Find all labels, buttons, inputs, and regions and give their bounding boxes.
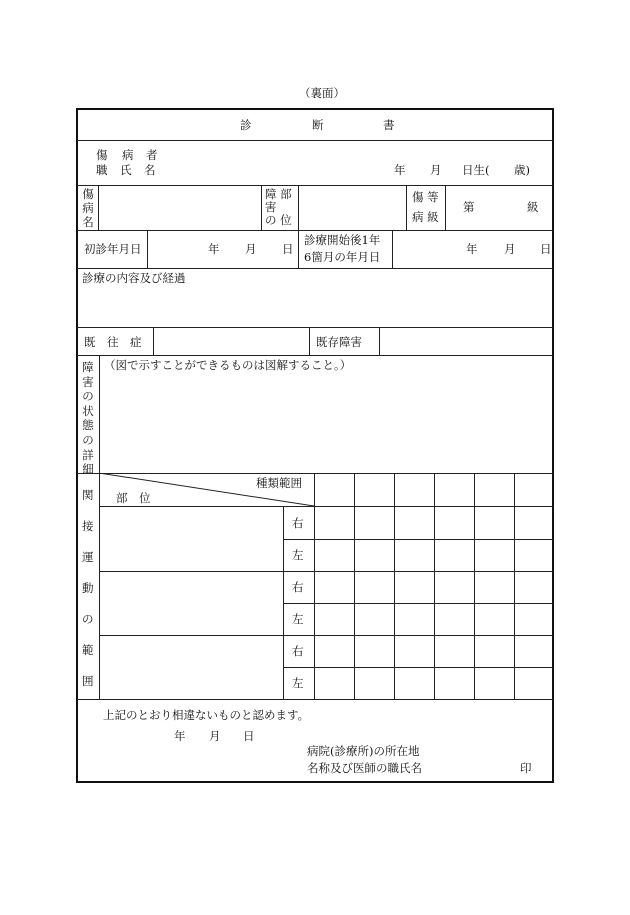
side-left: 左 bbox=[292, 676, 304, 690]
date-month: 月 bbox=[245, 242, 257, 256]
content-label: 診療の内容及び経過 bbox=[82, 271, 186, 285]
disorder-site-label: 害 bbox=[265, 200, 277, 214]
date-day: 日 bbox=[540, 242, 552, 256]
grade-label: 病 級 bbox=[412, 210, 439, 224]
patient-label: 者 bbox=[146, 148, 158, 162]
sign-year: 年 bbox=[174, 729, 186, 743]
title-char: 断 bbox=[312, 118, 324, 132]
rom-label: 関 bbox=[82, 488, 94, 502]
disorder-site-label: の 位 bbox=[265, 213, 292, 227]
divider bbox=[153, 327, 154, 355]
divider bbox=[406, 185, 407, 230]
disorder-site-label: 障 部 bbox=[265, 187, 292, 201]
divider bbox=[394, 473, 395, 699]
divider bbox=[77, 699, 553, 700]
title-char: 診 bbox=[240, 118, 252, 132]
existing-disorder-label: 既存障害 bbox=[316, 335, 362, 349]
divider bbox=[298, 230, 299, 268]
page-label: （裏面） bbox=[299, 86, 345, 100]
divider bbox=[379, 327, 380, 355]
grade-label: 傷 等 bbox=[412, 190, 439, 204]
header-part: 部 位 bbox=[116, 491, 151, 505]
divider bbox=[283, 539, 553, 540]
birth-day: 日生( bbox=[462, 163, 490, 177]
divider bbox=[99, 355, 100, 699]
diagnosis-form bbox=[76, 108, 554, 783]
side-left: 左 bbox=[292, 612, 304, 626]
detail-note: （図で示すことができるものは図解すること。） bbox=[104, 358, 352, 372]
sign-day: 日 bbox=[243, 729, 255, 743]
detail-label: 障害の状態の詳細 bbox=[82, 360, 94, 477]
patient-label: 傷 bbox=[96, 148, 108, 162]
birth-year: 年 bbox=[394, 163, 406, 177]
divider bbox=[354, 473, 355, 699]
rom-label: の bbox=[82, 612, 94, 626]
past-illness-label: 既 往 症 bbox=[84, 335, 142, 349]
header-type: 種類範囲 bbox=[256, 476, 302, 490]
divider bbox=[434, 473, 435, 699]
side-left: 左 bbox=[292, 548, 304, 562]
divider bbox=[283, 603, 553, 604]
rom-label: 運 bbox=[82, 550, 94, 564]
divider bbox=[283, 667, 553, 668]
patient-label: 名 bbox=[144, 163, 156, 177]
rom-label: 動 bbox=[82, 581, 94, 595]
divider bbox=[298, 185, 299, 230]
seal-mark: 印 bbox=[520, 761, 532, 775]
divider bbox=[392, 230, 393, 268]
patient-label: 氏 bbox=[120, 163, 132, 177]
divider bbox=[474, 473, 475, 699]
sign-month: 月 bbox=[209, 729, 221, 743]
grade-kyu: 級 bbox=[527, 200, 539, 214]
rom-label: 囲 bbox=[82, 674, 94, 688]
side-right: 右 bbox=[292, 644, 304, 658]
date-month: 月 bbox=[504, 242, 516, 256]
divider bbox=[514, 473, 515, 699]
divider bbox=[99, 571, 553, 572]
title-char: 書 bbox=[383, 118, 395, 132]
rom-label: 範 bbox=[82, 643, 94, 657]
date-year: 年 bbox=[466, 242, 478, 256]
divider bbox=[77, 140, 553, 141]
divider bbox=[283, 506, 284, 699]
divider bbox=[77, 230, 553, 231]
divider bbox=[77, 327, 553, 328]
divider bbox=[77, 268, 553, 269]
confirm-text: 上記のとおり相違ないものと認めます。 bbox=[103, 708, 310, 722]
first-visit-label: 初診年月日 bbox=[84, 242, 142, 256]
side-right: 右 bbox=[292, 580, 304, 594]
divider bbox=[77, 355, 553, 356]
divider bbox=[99, 635, 553, 636]
divider bbox=[445, 185, 446, 230]
date-day: 日 bbox=[282, 242, 294, 256]
grade-dai: 第 bbox=[463, 200, 475, 214]
doctor-label: 名称及び医師の職氏名 bbox=[307, 761, 422, 775]
patient-label: 職 bbox=[96, 163, 108, 177]
patient-label: 病 bbox=[122, 148, 134, 162]
divider bbox=[98, 185, 99, 230]
divider bbox=[99, 506, 553, 507]
after-start-label: 診療開始後1年 bbox=[304, 233, 381, 247]
rom-label: 接 bbox=[82, 519, 94, 533]
divider bbox=[77, 185, 553, 186]
divider bbox=[309, 327, 310, 355]
date-year: 年 bbox=[208, 242, 220, 256]
divider bbox=[314, 473, 315, 699]
age: 歳) bbox=[514, 163, 530, 177]
disease-label: 傷病名 bbox=[82, 187, 94, 229]
divider bbox=[147, 230, 148, 268]
side-right: 右 bbox=[292, 516, 304, 530]
hospital-address-label: 病院(診療所)の所在地 bbox=[307, 744, 420, 758]
after-start-label: 6箇月の年月日 bbox=[304, 250, 381, 264]
birth-month: 月 bbox=[430, 163, 442, 177]
divider bbox=[261, 185, 262, 230]
